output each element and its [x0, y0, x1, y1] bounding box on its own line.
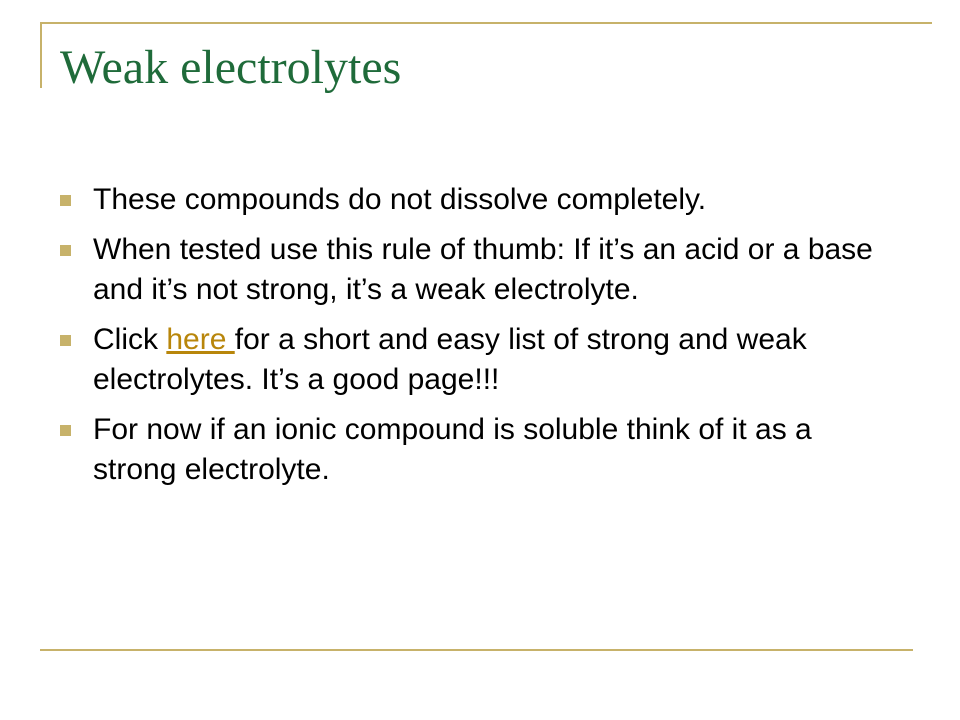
- bullet-text: When tested use this rule of thumb: If it’s an acid or a base and it’s not strong, it’s a weak electrolyte.: [93, 233, 873, 306]
- bullet-item-dissolve: [60, 180, 900, 220]
- slide-title: Weak electrolytes: [60, 41, 402, 94]
- bullet-text-after-link: for a short and easy list of strong and weak electrolytes. It’s a good page!!!: [93, 323, 807, 396]
- bullet-list: [60, 180, 900, 500]
- bullet-item-link: [60, 320, 900, 400]
- bullet-item-rule-of-thumb: [60, 230, 900, 310]
- top-border-line: [40, 22, 932, 24]
- square-bullet-icon: [60, 335, 71, 346]
- left-border-line: [40, 22, 42, 88]
- bullet-text: These compounds do not dissolve completely.: [93, 183, 707, 216]
- square-bullet-icon: [60, 245, 71, 256]
- bullet-text: For now if an ionic compound is soluble think of it as a strong electrolyte.: [93, 413, 812, 486]
- here-link[interactable]: here: [166, 323, 235, 356]
- bullet-text-before-link: Click: [93, 323, 167, 356]
- bottom-border-line: [40, 649, 913, 651]
- square-bullet-icon: [60, 195, 71, 206]
- square-bullet-icon: [60, 425, 71, 436]
- bullet-item-ionic: [60, 410, 900, 490]
